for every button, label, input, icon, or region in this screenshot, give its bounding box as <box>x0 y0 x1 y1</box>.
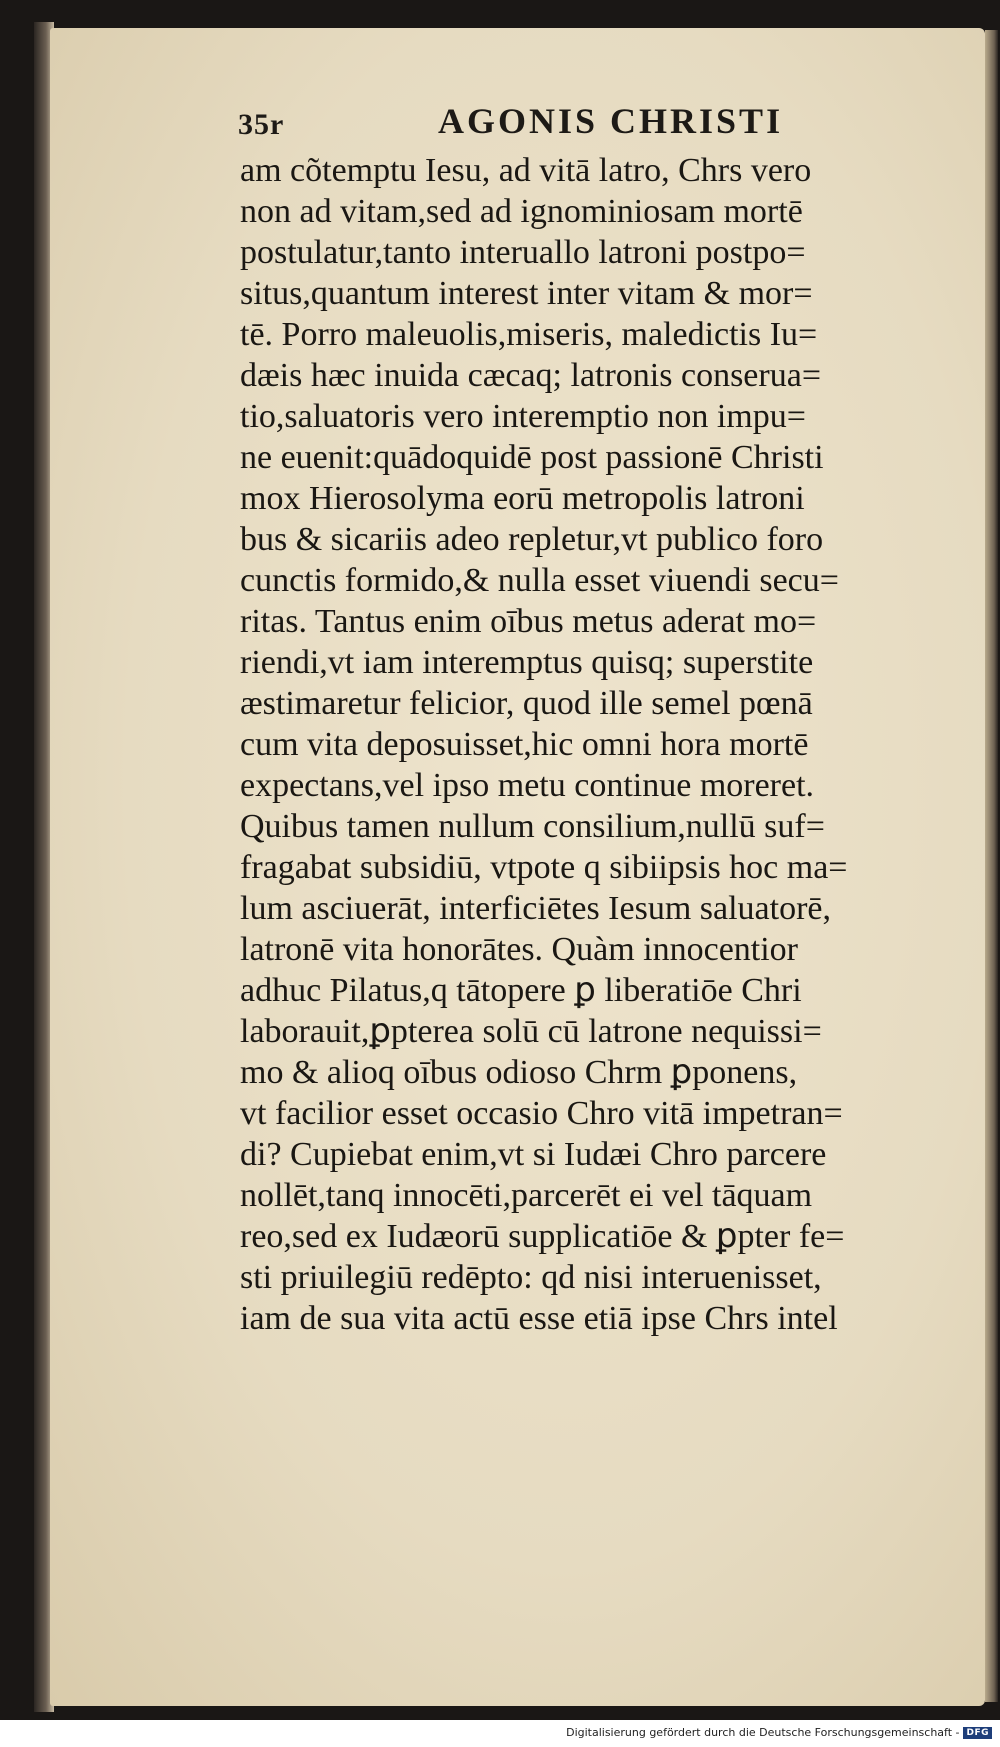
text-line: bus & sicariis adeo repletur,vt publico foro <box>240 521 824 558</box>
text-line: postulatur,tanto interuallo latroni postpo= <box>240 234 806 271</box>
text-line: riendi,vt iam interemptus quisq; superstite <box>240 644 814 681</box>
text-line: fragabat subsidiū, vtpote q sibiipsis hoc ma= <box>240 849 848 886</box>
text-line: iam de sua vita actū esse etiā ipse Chrs intel <box>240 1300 838 1337</box>
text-line: tio,saluatoris vero interemptio non impu= <box>240 398 806 435</box>
text-line: expectans,vel ipso metu continue moreret. <box>240 767 815 804</box>
running-title: AGONIS CHRISTI <box>438 101 784 141</box>
text-line: cum vita deposuisset,hic omni hora mortē <box>240 726 809 763</box>
text-line: reo,sed ex Iudæorū supplicatiōe & ꝑpter fe= <box>240 1218 845 1255</box>
text-line: lum asciuerāt, interficiētes Iesum saluatorē, <box>240 890 831 927</box>
text-line: latronē vita honorātes. Quàm innocentior <box>240 931 798 968</box>
text-line: mox Hierosolyma eorū metropolis latroni <box>240 480 805 517</box>
page-header <box>238 100 878 152</box>
footer-credit <box>566 1726 992 1739</box>
text-line: ritas. Tantus enim oībus metus aderat mo= <box>240 603 817 640</box>
text-line: æstimaretur felicior, quod ille semel pœnā <box>240 685 813 722</box>
text-line: dæis hæc inuida cæcaq; latronis conserua= <box>240 357 821 394</box>
text-line: am cõtemptu Iesu, ad vitā latro, Chrs vero <box>240 152 812 189</box>
text-line: non ad vitam,sed ad ignominiosam mortē <box>240 193 803 230</box>
text-line: situs,quantum interest inter vitam & mor= <box>240 275 813 312</box>
text-line: nollēt,tanq innocēti,parcerēt ei vel tāquam <box>240 1177 813 1214</box>
text-line: sti priuilegiū redēpto: qd nisi interuenisset, <box>240 1259 822 1296</box>
book-edge-right <box>985 30 998 1702</box>
digitization-credit: Digitalisierung gefördert durch die Deutsche Forschungsgemeinschaft - <box>566 1726 960 1739</box>
body-text <box>240 150 940 1339</box>
text-line: ne euenit:quādoquidē post passionē Christi <box>240 439 824 476</box>
dfg-logo: DFG <box>963 1727 992 1739</box>
folio-number: 35r <box>238 108 285 141</box>
text-line: tē. Porro maleuolis,miseris, maledictis Iu= <box>240 316 818 353</box>
text-line: cunctis formido,& nulla esset viuendi secu= <box>240 562 839 599</box>
text-line: Quibus tamen nullum consilium,nullū suf= <box>240 808 825 845</box>
text-line: laborauit,ꝑpterea solū cū latrone nequissi= <box>240 1013 822 1050</box>
text-line: mo & alioq oībus odioso Chrm ꝑponens, <box>240 1054 798 1091</box>
text-line: adhuc Pilatus,q tātopere ꝑ liberatiōe Chri <box>240 972 802 1009</box>
text-line: di? Cupiebat enim,vt si Iudæi Chro parcere <box>240 1136 827 1173</box>
text-line: vt facilior esset occasio Chro vitā impetran= <box>240 1095 843 1132</box>
